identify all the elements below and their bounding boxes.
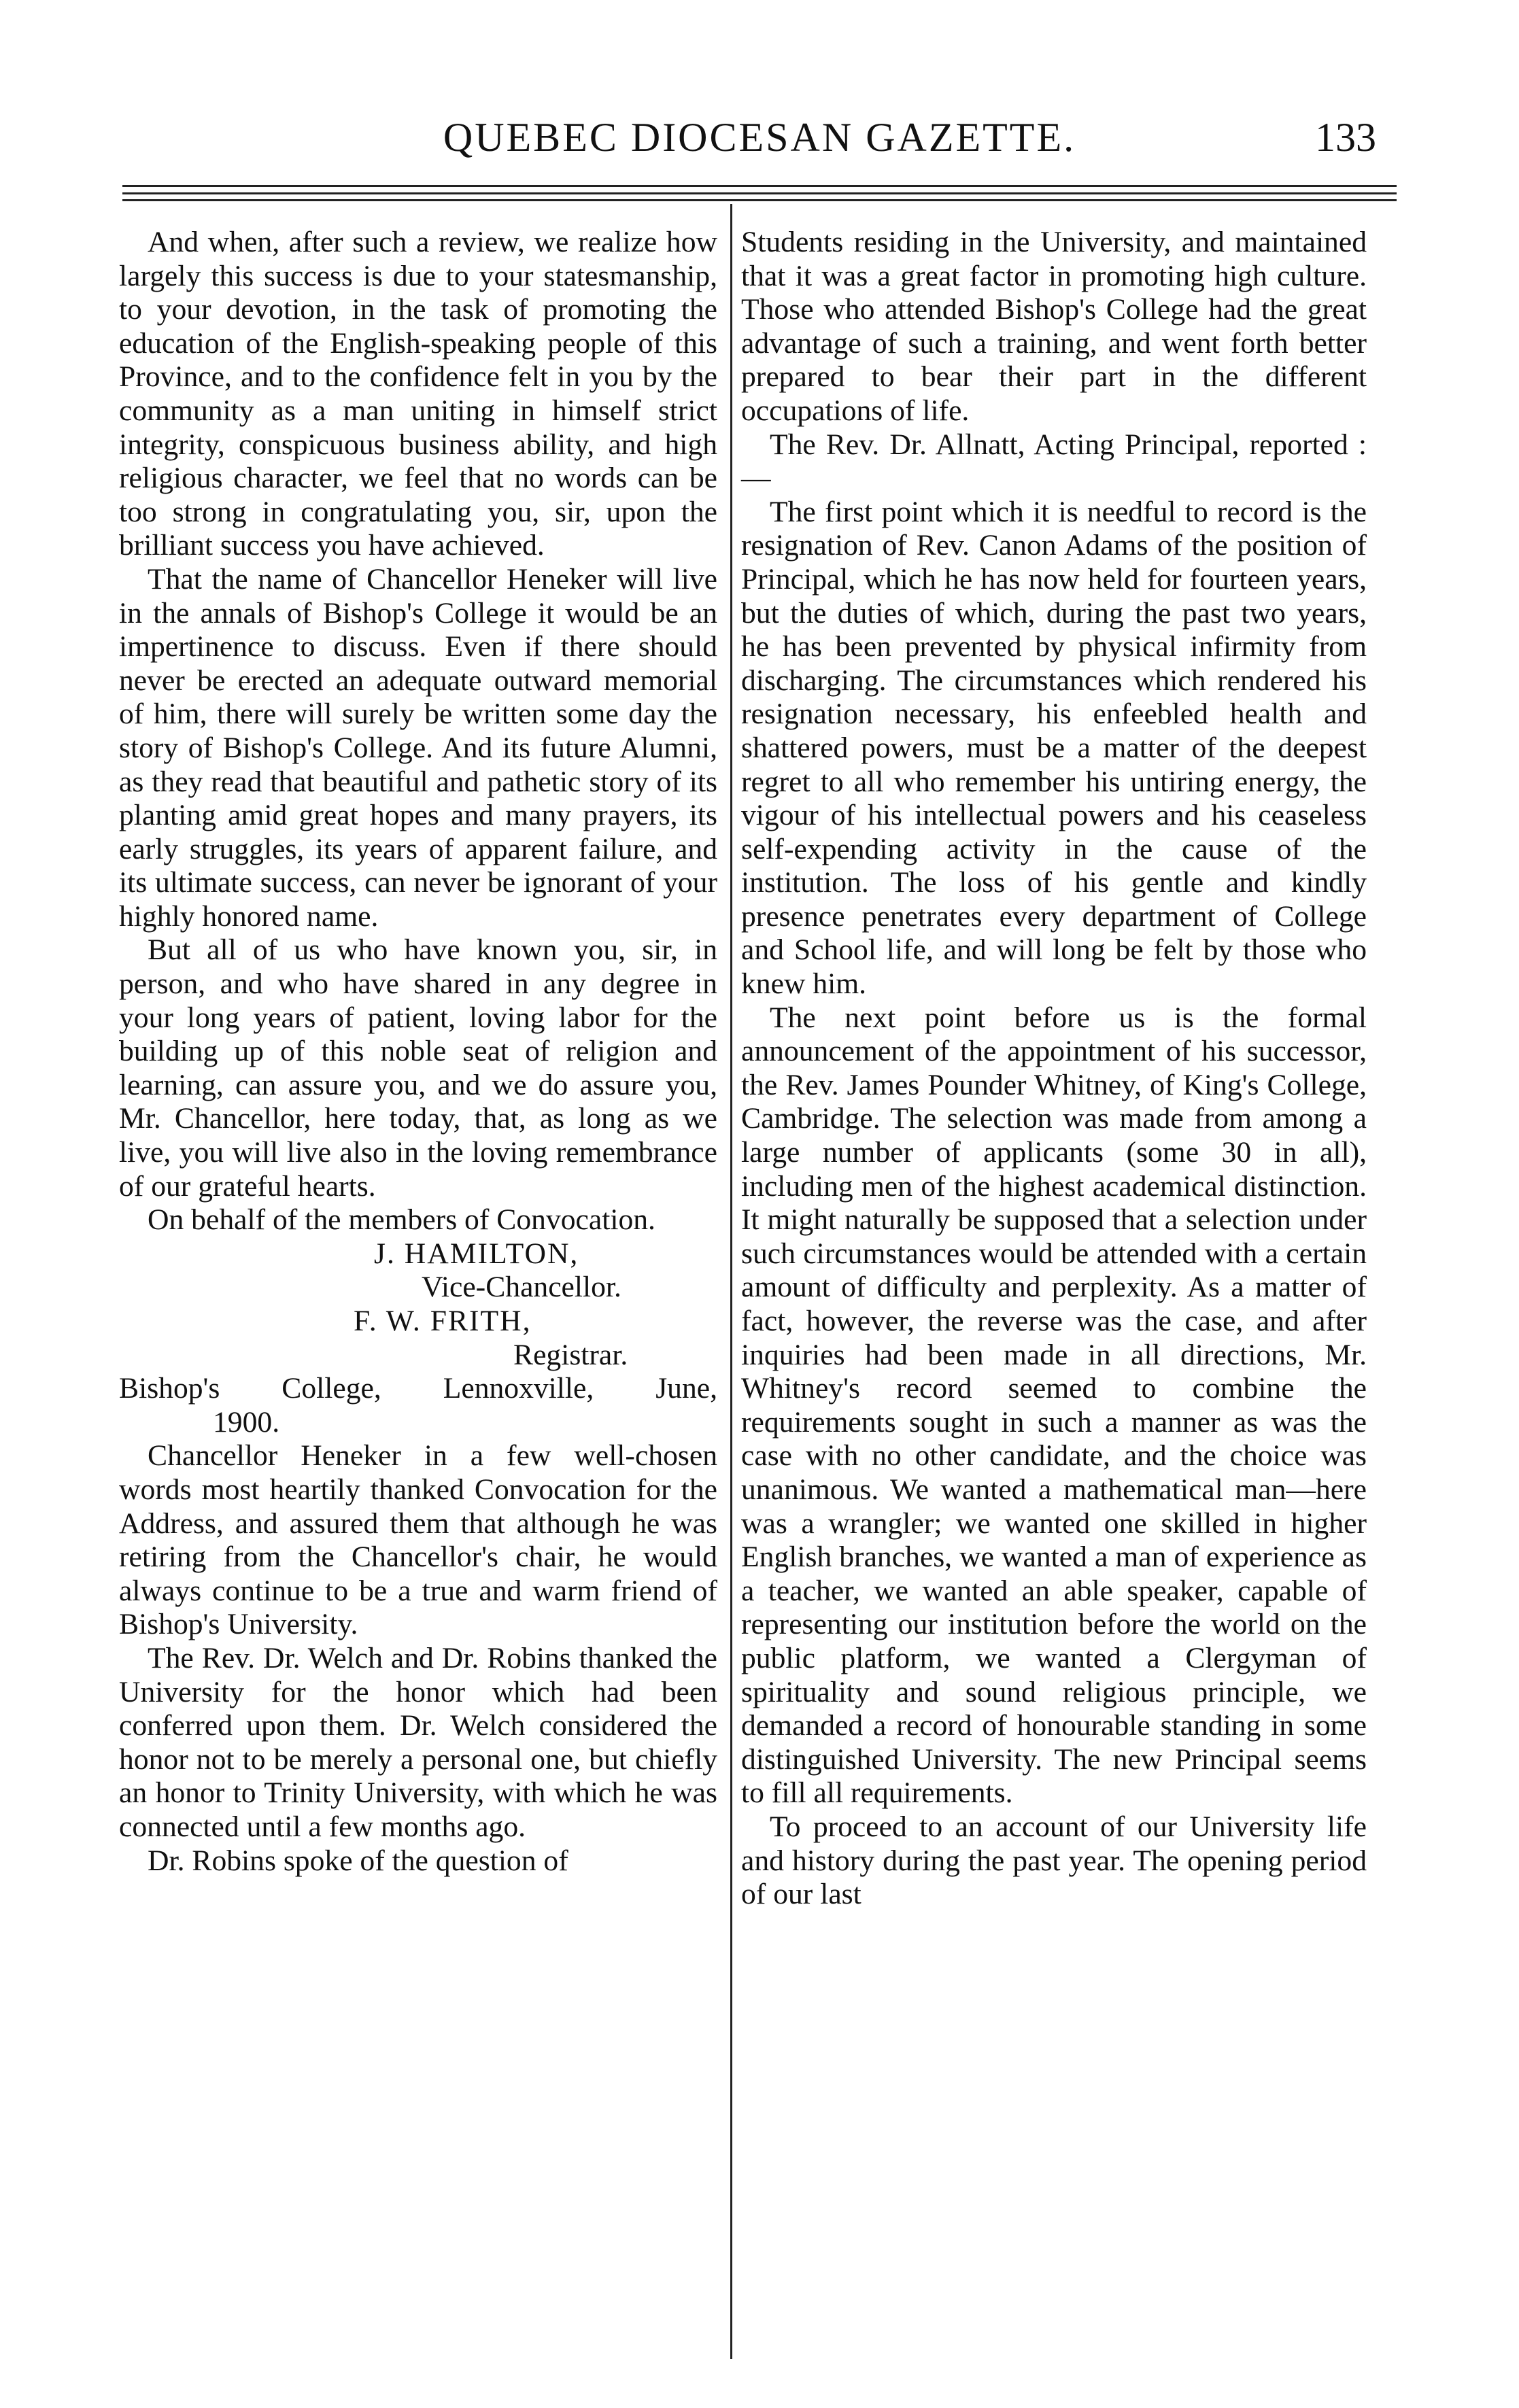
paragraph: The Rev. Dr. Welch and Dr. Robins thanked the University for the honor which had been conferred upon them. Dr. Welch considered the honor not to be merely a personal one, but chiefly an honor to Trinity University, with which he was connected until a few months ago. [119, 1641, 717, 1843]
header-rule [122, 185, 1397, 187]
header-rule [122, 192, 1397, 194]
paragraph: Chancellor Heneker in a few well-chosen words most heartily thanked Convocation for the Address, and assured them that although he was retiring from the Chancellor's chair, he would always continue to be a true and warm friend of Bishop's University. [119, 1439, 717, 1641]
right-column [741, 226, 1367, 1912]
paragraph: The Rev. Dr. Allnatt, Acting Principal, reported :— [741, 428, 1367, 495]
journal-title: QUEBEC DIOCESAN GAZETTE. [443, 115, 1076, 160]
signatory-title: Registrar. [513, 1338, 628, 1371]
dateline-year: 1900. [213, 1405, 280, 1439]
paragraph: The next point before us is the formal announcement of the appointment of his successor, the Rev. James Pounder Whitney, of King's College, Cambridge. The selection was made from among a large number of applicants (some 30 in all), including men of the highest academical distinction. It might naturally be supposed that a selection under such circumstances would be attended with a certain amount of difficulty and perplexity. As a matter of fact, however, the reverse was the case, and after inquiries had been made in all directions, Mr. Whitney's record seemed to combine the requirements sought in such a manner as was the case with no other candidate, and the choice was unanimous. We wanted a mathematical man—here was a wrangler; we wanted one skilled in higher English branches, we wanted a man of experience as a teacher, we wanted an able speaker, capable of representing our institution before the world on the public platform, we wanted a Clergyman of spirituality and sound religious principle, we demanded a record of honourable standing in some distinguished University. The new Principal seems to fill all requirements. [741, 1001, 1367, 1810]
paragraph: Dr. Robins spoke of the question of [148, 1844, 568, 1877]
page-number: 133 [1315, 115, 1376, 160]
column-divider [730, 204, 732, 2359]
running-head [0, 114, 1519, 169]
paragraph: That the name of Chancellor Heneker will live in the annals of Bishop's College it would be an impertinence to discuss. Even if there should never be erected an adequate outward memorial of him, there will surely be written some day the story of Bishop's College. And its future Alumni, as they read that beautiful and pathetic story of its planting amid great hopes and many prayers, its early struggles, its years of apparent failure, and its ultimate success, can never be ignorant of your highly honored name. [119, 562, 717, 933]
header-rule [122, 199, 1397, 201]
left-column [119, 226, 717, 1878]
paragraph: Students residing in the University, and maintained that it was a great factor in promoting high culture. Those who attended Bishop's College had the great advantage of such a training, and went forth better prepared to bear their part in the different occupations of life. [741, 226, 1367, 427]
paragraph: The first point which it is needful to record is the resignation of Rev. Canon Adams of the position of Principal, which he has now held for fourteen years, but the duties of which, during the past two years, he has been prevented by physical infirmity from discharging. The circumstances which rendered his resignation necessary, his enfeebled health and shattered powers, must be a matter of the deepest regret to all who remember his untiring energy, the vigour of his intellectual powers and his ceaseless self-expending activity in the cause of the institution. The loss of his gentle and kindly presence penetrates every department of College and School life, and will long be felt by those who knew him. [741, 495, 1367, 1001]
paragraph: But all of us who have known you, sir, in person, and who have shared in any degree in your long years of patient, loving labor for the building up of this noble seat of religion and learning, can assure you, and we do assure you, Mr. Chancellor, here today, that, as long as we live, you will live also in the loving remembrance of our grateful hearts. [119, 933, 717, 1203]
signatory-name: F. W. FRITH, [354, 1305, 532, 1337]
paragraph: On behalf of the members of Convocation. [148, 1203, 655, 1237]
signatory-name: J. HAMILTON, [374, 1237, 579, 1270]
paragraph: To proceed to an account of our University life and history during the past year. The opening period of our last [741, 1810, 1367, 1911]
place-dateline: Bishop's College, Lennoxville, June, [119, 1372, 717, 1405]
paragraph: And when, after such a review, we realize how largely this success is due to your statesmanship, to your devotion, in the task of promoting the education of the English-speaking people of this Province, and to the confidence felt in you by the community as a man uniting in himself strict integrity, conspicuous business ability, and high religious character, we feel that no words can be too strong in congratulating you, sir, upon the brilliant success you have achieved. [119, 226, 717, 562]
signatory-title: Vice-Chancellor. [422, 1271, 621, 1304]
